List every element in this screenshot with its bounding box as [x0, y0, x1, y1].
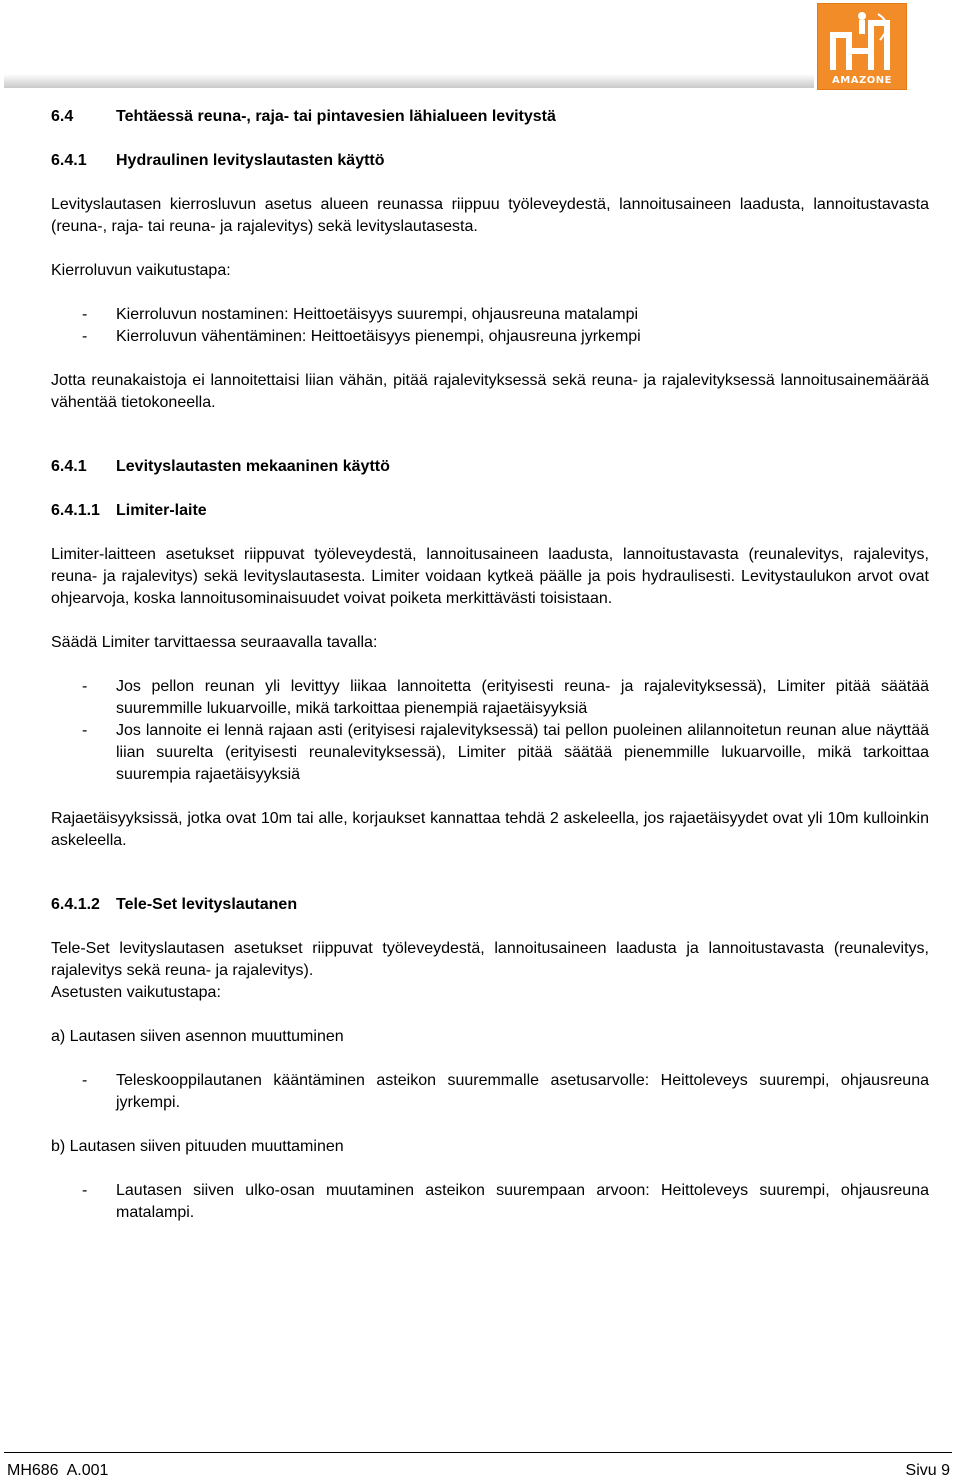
bullet-list — [51, 1180, 929, 1224]
bullet-list — [51, 304, 929, 348]
paragraph: Säädä Limiter tarvittaessa seuraavalla tavalla: — [51, 634, 378, 651]
list-item: - Jos lannoite ei lennä rajaan asti (erityisesi rajalevityksessä) tai pellon puoleinen alilannoitetun reunan alue näyttää liian suurelta (erityisesti reunalevityksessä), Limiter pitää säätää pienemmille lukuarvoille, mikä tarkoittaa suurempia rajaetäisyyksiä — [82, 722, 929, 783]
section-heading: 6.4.1 Hydraulinen levityslautasten käyttö — [51, 152, 385, 169]
amazone-emblem-icon — [828, 10, 898, 72]
amazone-logo — [817, 3, 907, 90]
paragraph: Kierroluvun vaikutustapa: — [51, 262, 231, 279]
section-heading: 6.4.1.1 Limiter-laite — [51, 502, 207, 519]
section-heading: 6.4.1 Levityslautasten mekaaninen käyttö — [51, 458, 390, 475]
paragraph: Asetusten vaikutustapa: — [51, 984, 221, 1001]
bullet-list — [51, 1070, 929, 1114]
section-heading: 6.4 Tehtäessä reuna-, raja- tai pintavesien lähialueen levitystä — [51, 108, 556, 125]
document-body — [51, 106, 929, 1224]
list-item: - Jos pellon reunan yli levittyy liikaa lannoitetta (erityisesti reuna- ja rajalevityksessä), Limiter pitää säätää suuremmille lukuarvoille, mikä tarkoittaa pienempiä rajaetäisyyksiä — [82, 678, 929, 717]
document-id: MH686 A.001 — [7, 1462, 109, 1479]
paragraph: Limiter-laitteen asetukset riippuvat työleveydestä, lannoitusaineen laadusta, lannoitustavasta (reunalevitys, rajalevitys, reuna- ja rajalevitys) sekä levityslautasesta. Limiter voidaan kytkeä päälle ja pois hydraulisesti. Levitystaulukon arvot ovat ohjearvoja, koska lannoitusominaisuudet voivat poiketa merkittävästi toisistaan. — [51, 546, 929, 607]
logo-text: AMAZONE — [832, 75, 892, 86]
list-item: - Kierroluvun nostaminen: Heittoetäisyys suurempi, ohjausreuna matalampi — [82, 306, 639, 323]
list-item: - Kierroluvun vähentäminen: Heittoetäisyys pienempi, ohjausreuna jyrkempi — [82, 328, 641, 345]
footer-rule — [4, 1452, 952, 1453]
paragraph: Rajaetäisyyksissä, jotka ovat 10m tai alle, korjaukset kannattaa tehdä 2 askeleella, jos rajaetäisyydet ovat yli 10m kulloinkin askeleella. — [51, 810, 929, 849]
paragraph: Jotta reunakaistoja ei lannoitettaisi liian vähän, pitää rajalevityksessä sekä reuna- ja rajalevityksessä lannoitusainemäärää vähentää tietokoneella. — [51, 372, 929, 411]
list-item: - Teleskooppilautanen kääntäminen asteikon suuremmalle asetusarvolle: Heittoleveys suurempi, ohjausreuna jyrkempi. — [82, 1072, 929, 1111]
paragraph: a) Lautasen siiven asennon muuttuminen — [51, 1028, 344, 1045]
paragraph: Levityslautasen kierrosluvun asetus alueen reunassa riippuu työleveydestä, lannoitusaineen laadusta, lannoitustavasta (reuna-, raja- tai reuna- ja rajalevitys) sekä levityslautasesta. — [51, 196, 929, 235]
bullet-list — [51, 676, 929, 786]
paragraph: Tele-Set levityslautasen asetukset riippuvat työleveydestä, lannoitusaineen laadusta ja lannoitustavasta (reunalevitys, rajalevitys sekä reuna- ja rajalevitys). — [51, 940, 929, 979]
page-number: Sivu 9 — [905, 1462, 950, 1479]
paragraph: b) Lautasen siiven pituuden muuttaminen — [51, 1138, 344, 1155]
header-rule — [4, 74, 814, 88]
list-item: - Lautasen siiven ulko-osan muutaminen asteikon suurempaan arvoon: Heittoleveys suurempi, ohjausreuna matalampi. — [82, 1182, 929, 1221]
section-heading: 6.4.1.2 Tele-Set levityslautanen — [51, 896, 298, 913]
